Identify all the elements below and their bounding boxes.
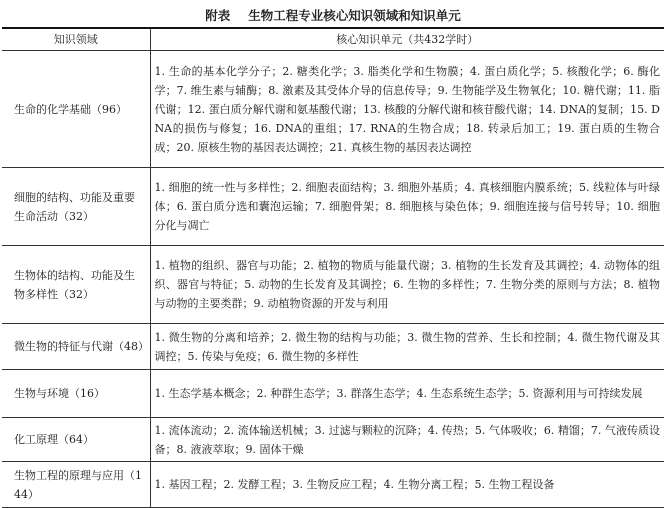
table-row [2, 462, 664, 508]
table-row [2, 51, 664, 168]
knowledge-area-cell: 生命的化学基础（96） [2, 51, 150, 168]
core-units-cell: 1. 生命的基本化学分子；2. 糖类化学；3. 脂类化学和生物膜；4. 蛋白质化学；5. 核酸化学；6. 酶化学；7. 维生素与辅酶；8. 激素及其受体介导的信息传导；9. 生物能学及生物氧化；10. 糖代谢；11. 脂代谢；12. 蛋白质分解代谢和氨基酸代谢；13. 核酸的分解代谢和核苷酸代谢；14. DNA的复制；15. DNA的损伤与修复；16. DNA的重组；17. RNA的生物合成；18. 转录后加工；19. 蛋白质的生物合成；20. 原核生物的基因表达调控；21. 真核生物的基因表达调控 [150, 51, 664, 168]
table-row [2, 418, 664, 462]
knowledge-area-cell: 生物工程的原理与应用（144） [2, 462, 150, 508]
header-core-units: 核心知识单元（共432学时） [150, 28, 664, 51]
caption-label: 附表 [205, 8, 231, 23]
knowledge-table [2, 27, 664, 508]
table-row [2, 246, 664, 324]
knowledge-area-cell: 化工原理（64） [2, 418, 150, 462]
table-caption [0, 6, 666, 24]
header-knowledge-area: 知识领域 [2, 28, 150, 51]
table-header-row [2, 28, 664, 51]
core-units-cell: 1. 细胞的统一性与多样性；2. 细胞表面结构；3. 细胞外基质；4. 真核细胞内膜系统；5. 线粒体与叶绿体；6. 蛋白质分选和囊泡运输；7. 细胞骨架；8. 细胞核与染色体；9. 细胞连接与信号转导；10. 细胞分化与凋亡 [150, 168, 664, 246]
knowledge-area-cell: 微生物的特征与代谢（48） [2, 324, 150, 370]
caption-title: 生物工程专业核心知识领域和知识单元 [248, 8, 461, 23]
core-units-cell: 1. 基因工程；2. 发酵工程；3. 生物反应工程；4. 生物分离工程；5. 生物工程设备 [150, 462, 664, 508]
core-units-cell: 1. 流体流动；2. 流体输送机械；3. 过滤与颗粒的沉降；4. 传热；5. 气体吸收；6. 精馏；7. 气液传质设备；8. 液液萃取；9. 固体干燥 [150, 418, 664, 462]
knowledge-area-cell: 细胞的结构、功能及重要生命活动（32） [2, 168, 150, 246]
table-row [2, 370, 664, 418]
core-units-cell: 1. 生态学基本概念；2. 种群生态学；3. 群落生态学；4. 生态系统生态学；5. 资源利用与可持续发展 [150, 370, 664, 418]
core-units-cell: 1. 微生物的分离和培养；2. 微生物的结构与功能；3. 微生物的营养、生长和控制；4. 微生物代谢及其调控；5. 传染与免疫；6. 微生物的多样性 [150, 324, 664, 370]
knowledge-area-cell: 生物与环境（16） [2, 370, 150, 418]
knowledge-area-cell: 生物体的结构、功能及生物多样性（32） [2, 246, 150, 324]
table-row [2, 324, 664, 370]
table-row [2, 168, 664, 246]
core-units-cell: 1. 植物的组织、器官与功能；2. 植物的物质与能量代谢；3. 植物的生长发育及其调控；4. 动物体的组织、器官与特征；5. 动物的生长发育及其调控；6. 生物的多样性；7. 生物分类的原则与方法；8. 植物与动物的主要类群；9. 动植物资源的开发与利用 [150, 246, 664, 324]
